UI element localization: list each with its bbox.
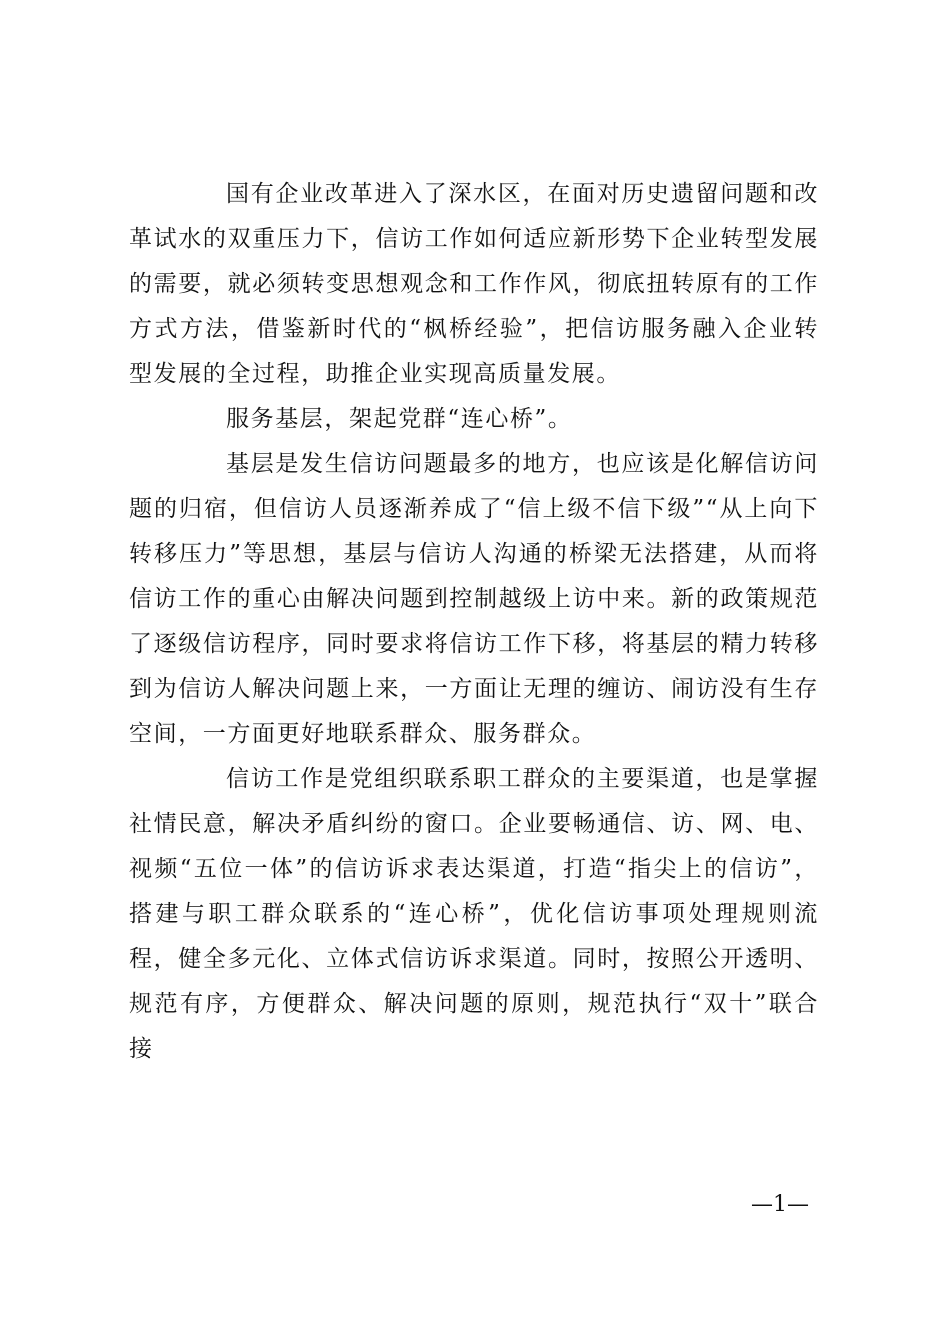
section-heading: 服务基层，架起党群“连心桥”。 (226, 406, 573, 432)
paragraph-grassroots: 基层是发生信访问题最多的地方，也应该是化解信访问题的归宿，但信访人员逐渐养成了“信上级不信下级”“从上向下转移压力”等思想，基层与信访人沟通的桥梁无法搭建，从而将信访工作的重心由解决问题到控制越级上访中来。新的政策规范了逐级信访程序，同时要求将信访工作下移，将基层的精力转移到为信访人解决问题上来，一方面让无理的缠访、闹访没有生存空间，一方面更好地联系群众、服务群众。 (129, 451, 819, 747)
paragraph-channels: 信访工作是党组织联系职工群众的主要渠道，也是掌握社情民意，解决矛盾纠纷的窗口。企业要畅通信、访、网、电、视频“五位一体”的信访诉求表达渠道，打造“指尖上的信访”，搭建与职工群众联系的“连心桥”，优化信访事项处理规则流程，健全多元化、立体式信访诉求渠道。同时，按照公开透明、规范有序，方便群众、解决问题的原则，规范执行“双十”联合接 (129, 766, 819, 1062)
paragraph-intro: 国有企业改革进入了深水区，在面对历史遗留问题和改革试水的双重压力下，信访工作如何适应新形势下企业转型发展的需要，就必须转变思想观念和工作作风，彻底扭转原有的工作方式方法，借鉴新时代的“枫桥经验”，把信访服务融入企业转型发展的全过程，助推企业实现高质量发展。 (129, 181, 819, 387)
page-number: —1— (751, 1192, 809, 1217)
document-body (129, 172, 819, 1072)
